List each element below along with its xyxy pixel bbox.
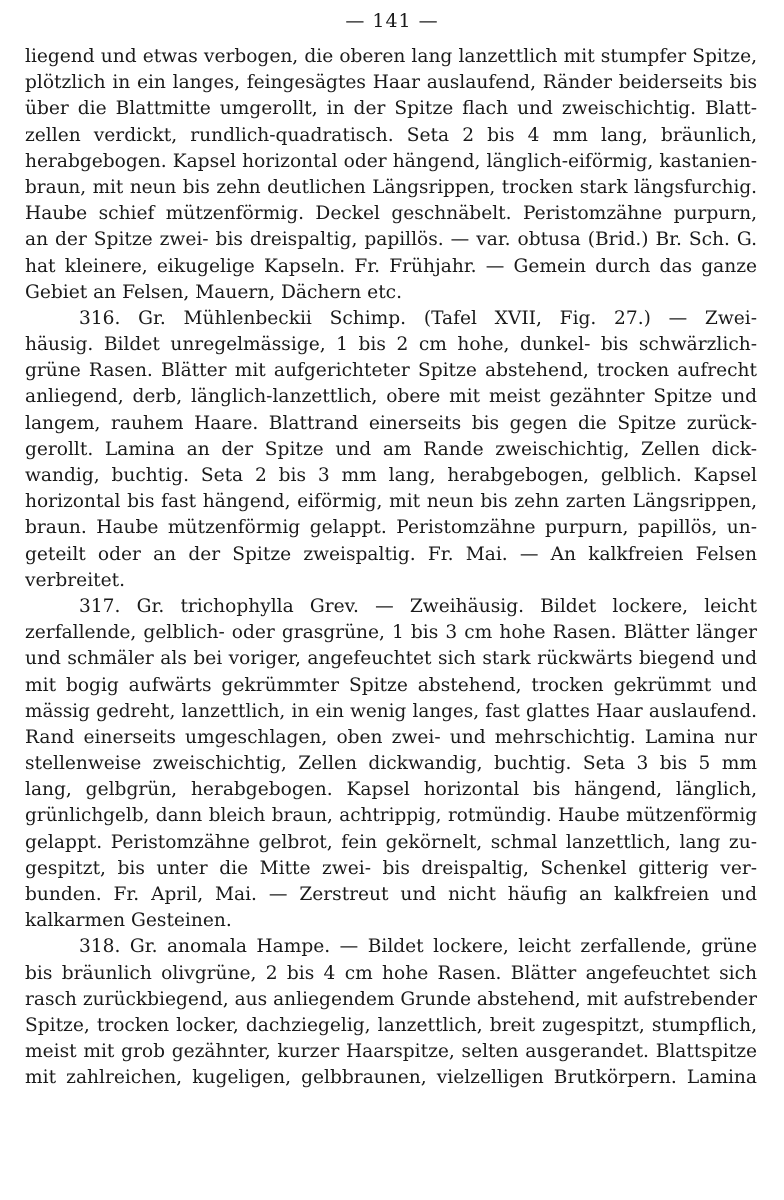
text-line: wandig, buchtig. Seta 2 bis 3 mm lang, herabgebogen, gelblich. Kapsel (25, 465, 757, 486)
text-line: langem, rauhem Haare. Blattrand einerseits bis gegen die Spitze zurück- (25, 412, 757, 434)
text-line: lang, gelbgrün, herabgebogen. Kapsel horizontal bis hängend, länglich, (25, 779, 757, 801)
text-line: bis bräunlich olivgrüne, 2 bis 4 cm hohe Rasen. Blätter angefeuchtet sich (25, 962, 757, 984)
text-line: 316. Gr. Mühlenbeckii Schimp. (Tafel XVII, Fig. 27.) — Zwei- (79, 307, 757, 329)
text-line: Gebiet an Felsen, Mauern, Dächern etc. (25, 281, 402, 303)
text-line: geteilt oder an der Spitze zweispaltig. Fr. Mai. — An kalkfreien Felsen (25, 543, 757, 565)
text-line: rasch zurückbiegend, aus anliegendem Grunde abstehend, mit aufstrebender (25, 988, 757, 1010)
text-line: meist mit grob gezähnter, kurzer Haarspitze, selten ausgerandet. Blattspitze (25, 1041, 757, 1063)
text-line: stellenweise zweischichtig, Zellen dickwandig, buchtig. Seta 3 bis 5 mm (25, 753, 757, 775)
text-line: kalkarmen Gesteinen. (25, 910, 232, 932)
text-line: über die Blattmitte umgerollt, in der Spitze flach und zweischichtig. Blatt- (25, 98, 757, 120)
text-line: horizontal bis fast hängend, eiförmig, mit neun bis zehn zarten Längsrippen, (25, 491, 757, 513)
text-line: 317. Gr. trichophylla Grev. — Zweihäusig. Bildet lockere, leicht (79, 595, 757, 617)
text-line: Haube schief mützenförmig. Deckel geschnäbelt. Peristomzähne purpurn, (25, 203, 757, 225)
text-line: braun, mit neun bis zehn deutlichen Längsrippen, trocken stark längsfurchig. (25, 176, 757, 198)
text-line: liegend und etwas verbogen, die oberen lang lanzettlich mit stumpfer Spitze, (25, 46, 757, 67)
text-line: mit zahlreichen, kugeligen, gelbbraunen, vielzelligen Brutkörpern. Lamina (25, 1067, 757, 1089)
text-line: gespitzt, bis unter die Mitte zwei- bis dreispaltig, Schenkel gitterig ver- (25, 857, 757, 879)
text-line: zellen verdickt, rundlich-quadratisch. Seta 2 bis 4 mm lang, bräunlich, (25, 124, 757, 146)
text-line: mässig gedreht, lanzettlich, in ein wenig langes, fast glattes Haar auslaufend. (25, 700, 757, 722)
text-line: bunden. Fr. April, Mai. — Zerstreut und nicht häufig an kalkfreien und (25, 884, 757, 905)
text-line: 318. Gr. anomala Hampe. — Bildet lockere, leicht zerfallende, grüne (79, 936, 757, 958)
text-line: an der Spitze zwei- bis dreispaltig, papillös. — var. obtusa (Brid.) Br. Sch. G. (25, 229, 757, 251)
text-line: häusig. Bildet unregelmässige, 1 bis 2 cm hohe, dunkel- bis schwärzlich- (25, 334, 757, 356)
text-line: herabgebogen. Kapsel horizontal oder hängend, länglich-eiförmig, kastanien- (25, 150, 757, 172)
text-line: verbreitet. (25, 569, 125, 591)
text-line: grünlichgelb, dann bleich braun, achtrippig, rotmündig. Haube mützenförmig (25, 805, 757, 827)
text-line: anliegend, derb, länglich-lanzettlich, obere mit meist gezähnter Spitze und (25, 386, 757, 408)
text-line: Rand einerseits umgeschlagen, oben zwei- und mehrschichtig. Lamina nur (25, 726, 757, 748)
text-line: und schmäler als bei voriger, angefeuchtet sich stark rückwärts biegend und (25, 648, 757, 670)
text-line: plötzlich in ein langes, feingesägtes Haar auslaufend, Ränder beiderseits bis (25, 72, 757, 94)
body-text (25, 44, 757, 1092)
text-line: braun. Haube mützenförmig gelappt. Peristomzähne purpurn, papillös, un- (25, 517, 757, 539)
text-line: zerfallende, gelblich- oder grasgrüne, 1 bis 3 cm hohe Rasen. Blätter länger (25, 622, 757, 644)
text-line: gerollt. Lamina an der Spitze und am Rande zweischichtig, Zellen dick- (25, 438, 757, 460)
page-number: — 141 — (345, 10, 439, 32)
text-line: mit bogig aufwärts gekrümmter Spitze abstehend, trocken gekrümmt und (25, 674, 757, 696)
text-line: gelappt. Peristomzähne gelbrot, fein gekörnelt, schmal lanzettlich, lang zu- (25, 831, 757, 853)
text-line: grüne Rasen. Blätter mit aufgerichteter Spitze abstehend, trocken aufrecht (25, 360, 757, 382)
text-line: Spitze, trocken locker, dachziegelig, lanzettlich, breit zugespitzt, stumpflich, (25, 1014, 757, 1036)
text-line: hat kleinere, eikugelige Kapseln. Fr. Frühjahr. — Gemein durch das ganze (25, 255, 757, 277)
